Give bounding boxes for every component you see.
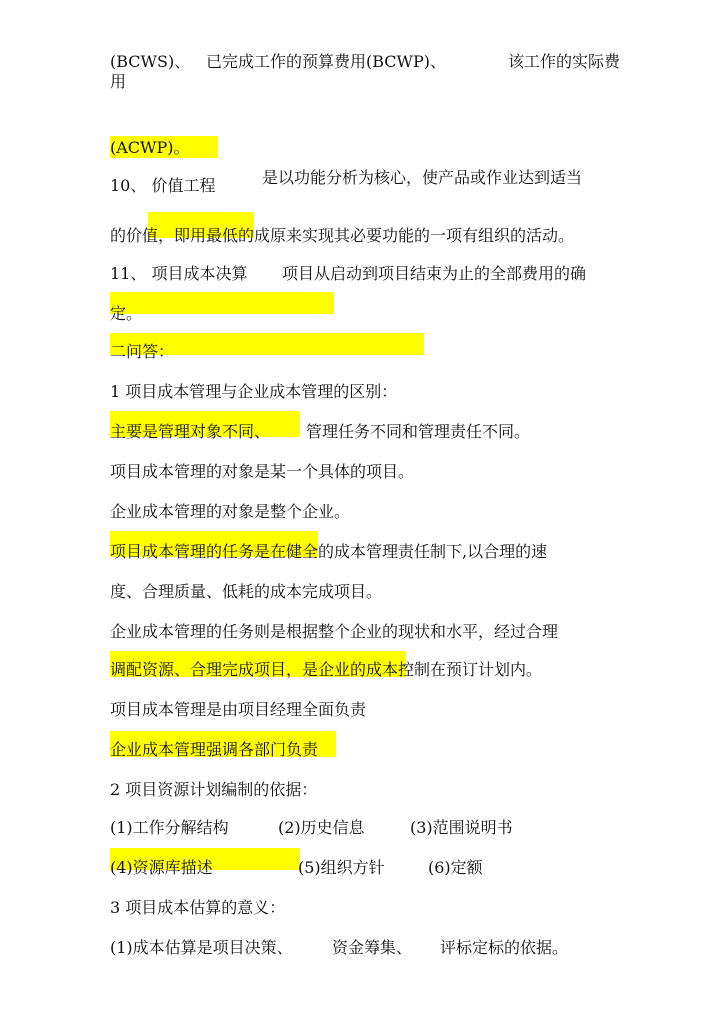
q1-main-difference-a: 主要是管理对象不同、: [110, 422, 271, 441]
highlight: [110, 292, 334, 314]
actual-cost-end-text: 用: [110, 72, 127, 91]
q1-task-project: 项目成本管理的任务是在健全的成本管理责任制下,以合理的速: [110, 542, 548, 561]
item11-label: 11、 项目成本决算: [110, 264, 248, 283]
bcws-text: (BCWS)、: [110, 52, 191, 71]
bcwp-text: 已完成工作的预算费用(BCWP)、: [206, 52, 446, 71]
q2-item-2: (2)历史信息: [278, 818, 365, 837]
q1-task-project-cont: 度、合理质量、低耗的成本完成项目。: [110, 582, 383, 601]
q3-item-1-b: 资金筹集、: [332, 938, 413, 957]
q2-title: 2 项目资源计划编制的依据：: [110, 780, 318, 799]
q1-task-enterprise: 企业成本管理的任务则是根据整个企业的现状和水平，经过合理: [110, 622, 559, 641]
q1-main-difference-b: 管理任务不同和管理责任不同。: [306, 422, 531, 441]
q2-item-3: (3)范围说明书: [410, 818, 513, 837]
item10-definition-cont: 的价值，即用最低的成原来实现其必要功能的一项有组织的活动。: [110, 226, 575, 245]
item11-definition: 项目从启动到项目结束为止的全部费用的确: [282, 264, 587, 283]
q2-item-6: (6)定额: [428, 858, 483, 877]
section-title: 二问答：: [110, 342, 175, 361]
q1-object-enterprise: 企业成本管理的对象是整个企业。: [110, 502, 351, 521]
q2-item-5: (5)组织方针: [298, 858, 385, 877]
q2-item-1: (1)工作分解结构: [110, 818, 229, 837]
q3-title: 3 项目成本估算的意义：: [110, 898, 286, 917]
q2-item-4: (4)资源库描述: [110, 858, 213, 877]
q1-task-enterprise-cont: 调配资源、合理完成项目，是企业的成本控制在预订计划内。: [110, 660, 543, 679]
q3-item-1-c: 评标定标的依据。: [440, 938, 569, 957]
q1-responsibility-project: 项目成本管理是由项目经理全面负责: [110, 700, 367, 719]
acwp-text: (ACWP)。: [110, 138, 190, 157]
actual-cost-text: 该工作的实际费: [508, 52, 621, 71]
item11-definition-end: 定。: [110, 304, 143, 323]
q1-responsibility-enterprise: 企业成本管理强调各部门负责: [110, 740, 319, 759]
q3-item-1-a: (1)成本估算是项目决策、: [110, 938, 293, 957]
item10-label: 10、 价值工程: [110, 176, 216, 195]
q1-object-project: 项目成本管理的对象是某一个具体的项目。: [110, 462, 415, 481]
q1-title: 1 项目成本管理与企业成本管理的区别：: [110, 382, 398, 401]
item10-definition: 是以功能分析为核心，使产品或作业达到适当: [262, 168, 583, 187]
